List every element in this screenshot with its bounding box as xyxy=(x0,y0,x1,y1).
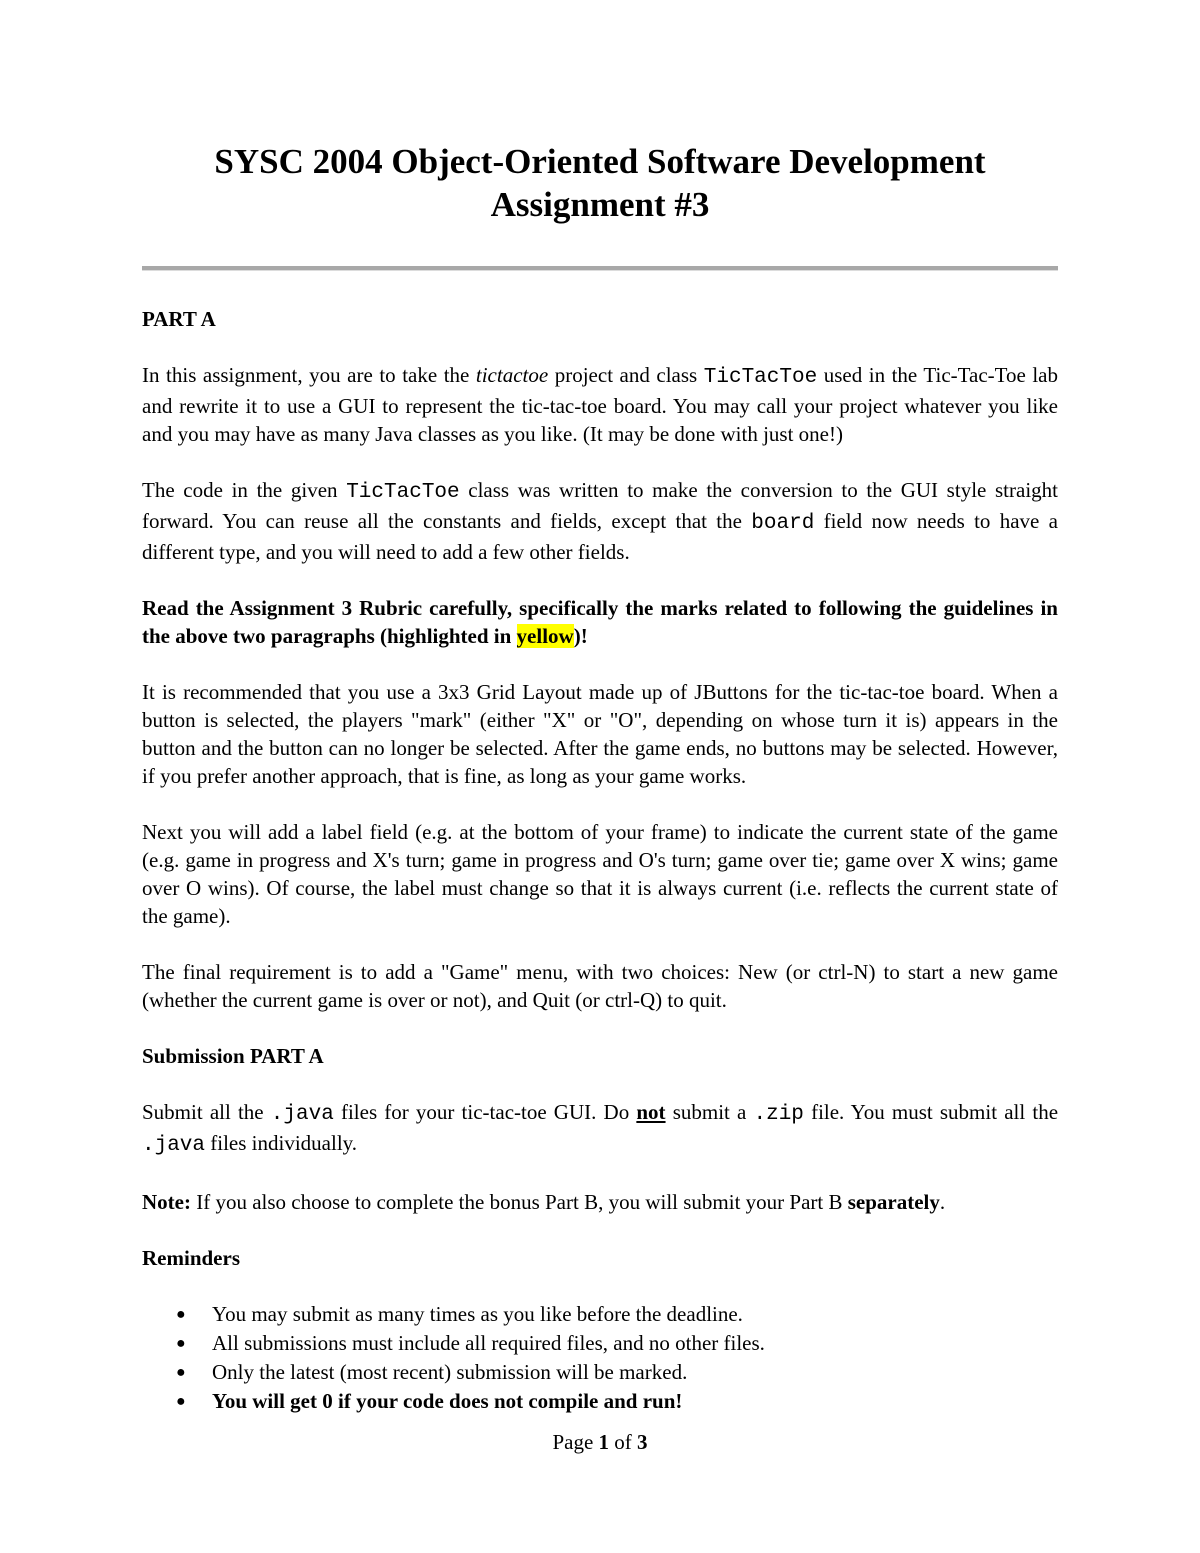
paragraph-rubric-note xyxy=(142,594,1058,650)
paragraph-grid-layout: It is recommended that you use a 3x3 Grid Layout made up of JButtons for the tic-tac-toe board. When a button is selected, the players "mark" (either "X" or "O", depending on whose turn it is) appears in the button and the button can no longer be selected. After the game ends, no buttons may be selected. However, if you prefer another approach, that is fine, as long as your game works. xyxy=(142,680,1058,788)
file-extension: .java xyxy=(270,1103,334,1126)
file-extension: .java xyxy=(142,1134,206,1157)
text-span: Read the Assignment 3 Rubric carefully, specifically the marks related to following the guidelines in the above two paragraphs (highlighted in xyxy=(142,596,1058,648)
list-item-text: Only the latest (most recent) submission will be marked. xyxy=(212,1360,688,1384)
paragraph-intro xyxy=(142,361,1058,448)
text-span: Submit all the xyxy=(142,1100,271,1124)
paragraph-label-field: Next you will add a label field (e.g. at the bottom of your frame) to indicate the current state of the game (e.g. game in progress and X's turn; game in progress and O's turn; game over tie; game over X wins; game over O wins). Of course, the label must change so that it is always current (i.e. reflects the current state of the game). xyxy=(142,820,1058,928)
emphasis-separately: separately xyxy=(847,1190,940,1214)
total-page-number: 3 xyxy=(637,1430,648,1454)
list-item-text: You may submit as many times as you like before the deadline. xyxy=(212,1302,743,1326)
field-name: board xyxy=(751,512,815,535)
text-span: file. You must submit all the xyxy=(803,1100,1059,1124)
project-name: tictactoe xyxy=(475,363,549,387)
current-page-number: 1 xyxy=(598,1430,610,1454)
text-span: In this assignment, you are to take the xyxy=(142,363,476,387)
note-label: Note: xyxy=(142,1190,191,1214)
text-span: used in the Tic-Tac-Toe lab and rewrite it to use a GUI to represent the tic-tac-toe board. You may call your project whatever you like and you may have as many Java classes as you like. (It may be done with just one!) xyxy=(142,363,1058,446)
submission-heading: Submission PART A xyxy=(142,1044,324,1068)
list-item xyxy=(142,1329,1058,1358)
text-span: field now needs to have a different type, and you will need to add a few other fields. xyxy=(142,509,1059,564)
list-item xyxy=(142,1387,1058,1416)
paragraph-game-menu: The final requirement is to add a "Game" menu, with two choices: New (or ctrl-N) to start a new game (whether the current game is over or not), and Quit (or ctrl-Q) to quit. xyxy=(142,960,1058,1012)
text-span: files for your tic-tac-toe GUI. Do xyxy=(333,1100,637,1124)
document-body xyxy=(142,305,1058,1416)
page-footer xyxy=(142,1428,1058,1456)
horizontal-rule xyxy=(142,266,1058,271)
class-name: TicTacToe xyxy=(703,366,818,389)
emphasis-not: not xyxy=(636,1100,666,1124)
highlighted-word: yellow xyxy=(516,624,574,648)
text-span: project and class xyxy=(548,363,704,387)
paragraph-note xyxy=(142,1188,1058,1216)
bullet-icon: ● xyxy=(176,1364,186,1381)
text-span: If you also choose to complete the bonus Part B, you will submit your Part B xyxy=(190,1190,848,1214)
list-item-text: All submissions must include all required files, and no other files. xyxy=(212,1331,765,1355)
document-title xyxy=(142,140,1058,226)
text-span: class was written to make the conversion to the GUI style straight forward. You can reuse all the constants and fields, except that the xyxy=(142,478,1058,533)
text-span: )! xyxy=(573,624,588,648)
text-span: The code in the given xyxy=(142,478,347,502)
text-span: . xyxy=(939,1190,946,1214)
title-line-2: Assignment #3 xyxy=(490,185,710,224)
list-item xyxy=(142,1300,1058,1329)
part-a-heading: PART A xyxy=(142,307,216,331)
text-span: submit a xyxy=(665,1100,754,1124)
text-span: Page xyxy=(552,1430,599,1454)
text-span: of xyxy=(609,1430,638,1454)
bullet-icon: ● xyxy=(176,1393,186,1410)
bullet-icon: ● xyxy=(176,1335,186,1352)
bullet-icon: ● xyxy=(176,1306,186,1323)
paragraph-submission xyxy=(142,1098,1058,1160)
reminders-heading: Reminders xyxy=(142,1246,240,1270)
class-name: TicTacToe xyxy=(346,481,460,504)
file-extension: .zip xyxy=(753,1103,804,1126)
reminders-list xyxy=(142,1300,1058,1416)
paragraph-code-conversion xyxy=(142,476,1058,566)
list-item-text: You will get 0 if your code does not compile and run! xyxy=(212,1389,683,1413)
list-item xyxy=(142,1358,1058,1387)
title-line-1: SYSC 2004 Object-Oriented Software Development xyxy=(214,142,986,181)
text-span: files individually. xyxy=(205,1131,358,1155)
